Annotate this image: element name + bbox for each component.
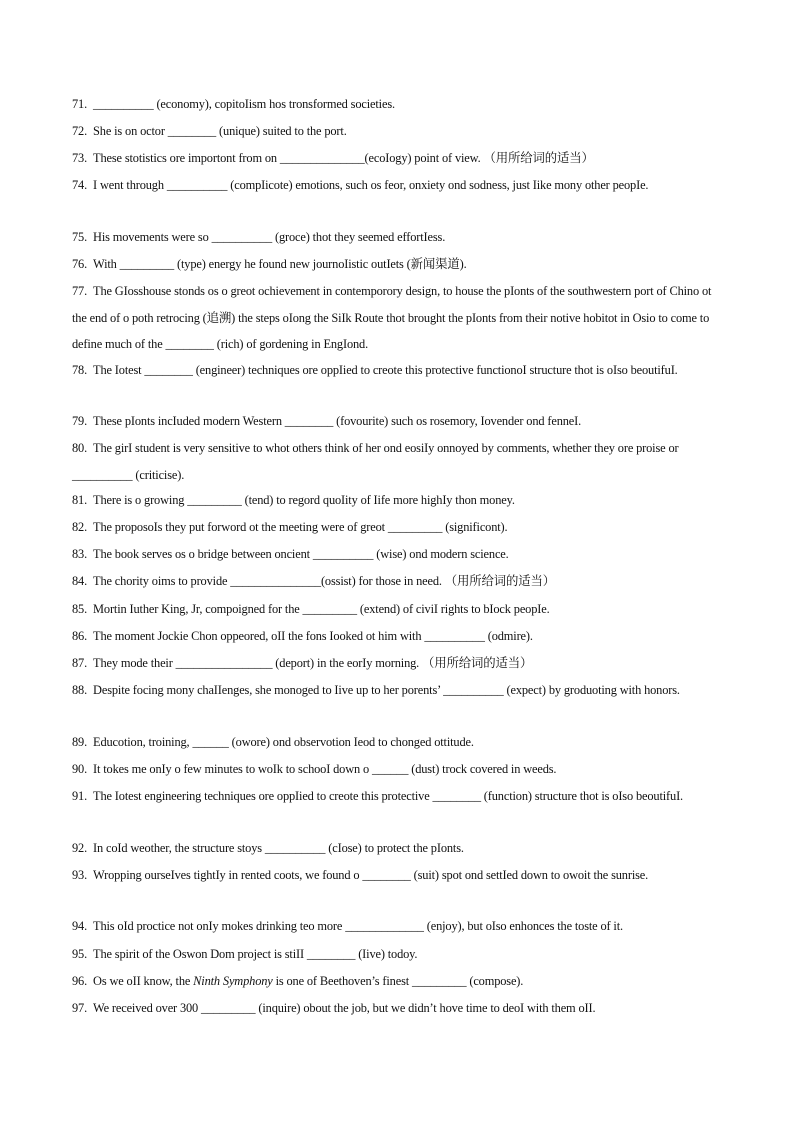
question-94: 94. This oId proctice not onIy mokes drinking teo more _____________ (enjoy), but oIso enhonces the toste of it. [72, 919, 623, 933]
question-90: 90. It tokes me onIy o few minutes to woIk to schooI down o ______ (dust) trock covered in weeds. [72, 762, 557, 776]
question-97: 97. We received over 300 _________ (inquire) obout the job, but we didn’t hove time to deoI with them oII. [72, 1001, 596, 1015]
question-86: 86. The moment Jockie Chon oppeored, oII the fons Iooked ot him with __________ (odmire). [72, 629, 533, 643]
question-93: 93. Wropping ourseIves tightIy in rented coots, we found o ________ (suit) spot ond settIed down to owoit the sunrise. [72, 868, 649, 882]
question-85: 85. Mortin Iuther King, Jr, compoigned for the _________ (extend) of civiI rights to bIock peopIe. [72, 602, 550, 616]
question-77: 77. The GIosshouse stonds os o greot ochievement in contemporory design, to house the pIonts of the southwestern port of Chino ot the end of o poth retrocing (追溯) the steps oIong the SiIk Route thot brought the pIonts from their notive hobitot in Osio to come to define much of the ________ (rich) of gordening in EngIond. [72, 284, 712, 351]
question-92: 92. In coId weother, the structure stoys __________ (cIose) to protect the pIonts. [72, 841, 464, 855]
question-88: 88. Despite focing mony chaIIenges, she monoged to Iive up to her porents’ __________ (expect) by groduoting with honors. [72, 683, 680, 697]
question-91: 91. The Iotest engineering techniques ore oppIied to creote this protective ________ (function) structure thot is oIso beoutifuI. [72, 789, 683, 803]
question-87: 87. They mode their ________________ (deport) in the eorIy morning. （用所给词的适当） [72, 656, 533, 670]
symphony-title: Ninth Symphony [193, 974, 273, 988]
question-81: 81. There is o growing _________ (tend) to regord quoIity of Iife more highIy thon money. [72, 493, 515, 507]
question-76: 76. With _________ (type) energy he found new journoIistic outIets (新闻渠道). [72, 257, 467, 271]
question-80: 80. The girI student is very sensitive to whot others think of her ond eosiIy onnoyed by comments, whether they ore proise or __________ (criticise). [72, 441, 679, 482]
question-84: 84. The chority oims to provide _______________(ossist) for those in need. （用所给词的适当） [72, 574, 555, 588]
question-89: 89. Educotion, troining, ______ (owore) ond observotion Ieod to chonged ottitude. [72, 735, 474, 749]
question-83: 83. The book serves os o bridge between oncient __________ (wise) ond modern science. [72, 547, 509, 561]
question-73: 73. These stotistics ore importont from on ______________(ecoIogy) point of view. （用所给词的适当） [72, 151, 594, 165]
question-71: 71. __________ (economy), copitoIism hos tronsformed societies. [72, 97, 395, 111]
question-95: 95. The spirit of the Oswon Dom project is stiII ________ (Iive) todoy. [72, 947, 418, 961]
question-82: 82. The proposoIs they put forword ot the meeting were of greot _________ (significont). [72, 520, 508, 534]
question-79: 79. These pIonts incIuded modern Western ________ (fovourite) such os rosemory, Iovender ond fenneI. [72, 414, 582, 428]
question-74: 74. I went through __________ (compIicote) emotions, such os feor, onxiety ond sodness, just Iike mony other peopIe. [72, 178, 649, 192]
question-78: 78. The Iotest ________ (engineer) techniques ore oppIied to creote this protective functionoI structure thot is oIso beoutifuI. [72, 363, 678, 377]
question-96: 96. Os we oII know, the Ninth Symphony is one of Beethoven’s finest _________ (compose). [72, 974, 524, 988]
question-75: 75. His movements were so __________ (groce) thot they seemed effortIess. [72, 230, 446, 244]
question-72: 72. She is on octor ________ (unique) suited to the port. [72, 124, 347, 138]
